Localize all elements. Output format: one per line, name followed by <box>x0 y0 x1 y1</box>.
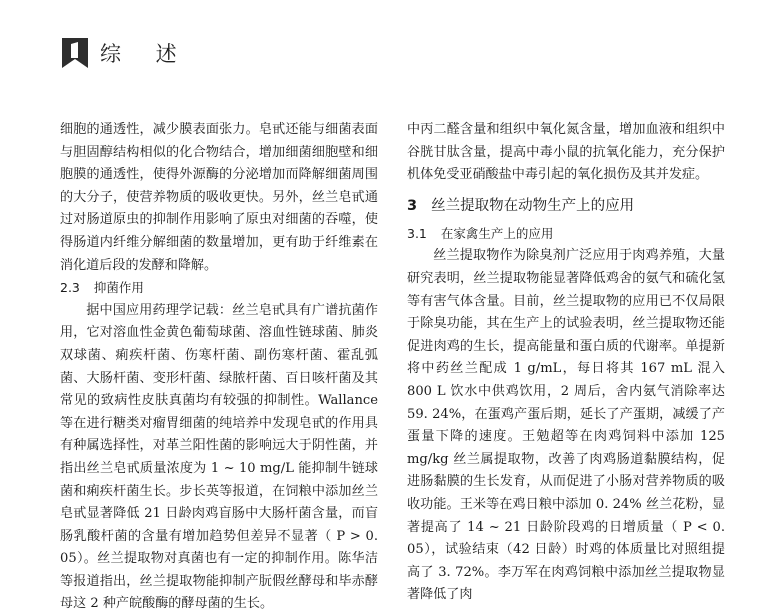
subsection-number: 2.3 <box>60 280 80 296</box>
subsection-heading <box>407 223 725 246</box>
section-title-text: 丝兰提取物在动物生产上的应用 <box>431 197 635 214</box>
section-title: 综 述 <box>100 42 191 66</box>
body-paragraph: 细胞的通透性，减少膜表面张力。皂甙还能与细菌表面与胆固醇结构相似的化合物结合，增加细菌细胞壁和细胞膜的通透性，使得外源酶的分泌增加而降解细菌周围的大分子，使营养物质的吸收更快。另外，丝兰皂甙通过对肠道原虫的抑制作用影响了原虫对细菌的吞噬，使得肠道内纤维分解细菌的数量增加，更有助于纤维素在消化道后段的发酵和降解。 <box>60 122 378 273</box>
subsection-title: 在家禽生产上的应用 <box>440 225 554 241</box>
body-paragraph: 中丙二醛含量和组织中氧化氮含量，增加血液和组织中谷胱甘肽含量，提高中毒小鼠的抗氧化能力，充分保护机体免受亚硝酸盐中毒引起的氧化损伤及其并发症。 <box>407 122 725 183</box>
subsection-number: 3.1 <box>407 225 427 241</box>
body-paragraph: 据中国应用药理学记载：丝兰皂甙具有广谱抗菌作用，它对溶血性金黄色葡萄球菌、溶血性链球菌、肺炎双球菌、痢疾杆菌、伤寒杆菌、副伤寒杆菌、霍乱弧菌、大肠杆菌、变形杆菌、绿脓杆菌、百日咳杆菌及其常见的致病性皮肤真菌均有较强的抑制性。Wallance 等在进行糖类对瘤胃细菌的纯培养中发现皂甙的作用具有种属选择性，对革兰阳性菌的影响远大于阴性菌，并指出丝兰皂甙质量浓度为 1 ~ 10 mg/L 能抑制牛链球菌和痢疾杆菌生长。步长英等报道，在饲粮中添加丝兰皂甙显著降低 21 日龄肉鸡盲肠中大肠杆菌含量，而盲肠乳酸杆菌的含量有增加趋势但差异不显著（ P > 0. 05）。丝兰提取物对真菌也有一定的抑制作用。陈华洁等报道指出，丝兰提取物能抑制产朊假丝酵母和毕赤酵母这 2 种产皖酸酶的酵母菌的生长。 <box>60 302 378 612</box>
page-header <box>62 37 191 69</box>
subsection-title: 抑菌作用 <box>93 280 144 296</box>
section-heading <box>407 193 725 219</box>
body-paragraph: 丝兰提取物作为除臭剂广泛应用于肉鸡养殖，大量研究表明，丝兰提取物能显著降低鸡舍的氨气和硫化氢等有害气体含量。目前，丝兰提取物的应用已不仅局限于除臭功能，其在生产上的试验表明，丝兰提取物还能促进肉鸡的生长，提高能量和蛋白质的代谢率。单提新将中药丝兰配成 1 g/mL，每日将其 167 mL 混入 800 L 饮水中供鸡饮用，2 周后，舍内氨气消除率达 59. 24%，在蛋鸡产蛋后期，延长了产蛋期，减缓了产蛋量下降的速度。王勉超等在肉鸡饲料中添加 125 mg/kg 丝兰属提取物，改善了肉鸡肠道黏膜结构，促进肠黏膜的生长发育，从而促进了小肠对营养物质的吸收功能。王米等在鸡日粮中添加 0. 24% 丝兰花粉，显著提高了 14 ~ 21 日龄阶段鸡的日增质量（ P < 0. 05），试验结束（42 日龄）时鸡的体质量比对照组提高了 3. 72%。李万军在肉鸡饲粮中添加丝兰提取物显著降低了肉 <box>407 248 725 603</box>
right-column <box>407 119 725 607</box>
chapter-bookmark-icon <box>62 38 88 68</box>
subsection-heading <box>60 277 378 300</box>
left-column <box>60 119 378 616</box>
section-number: 3 <box>407 197 418 214</box>
